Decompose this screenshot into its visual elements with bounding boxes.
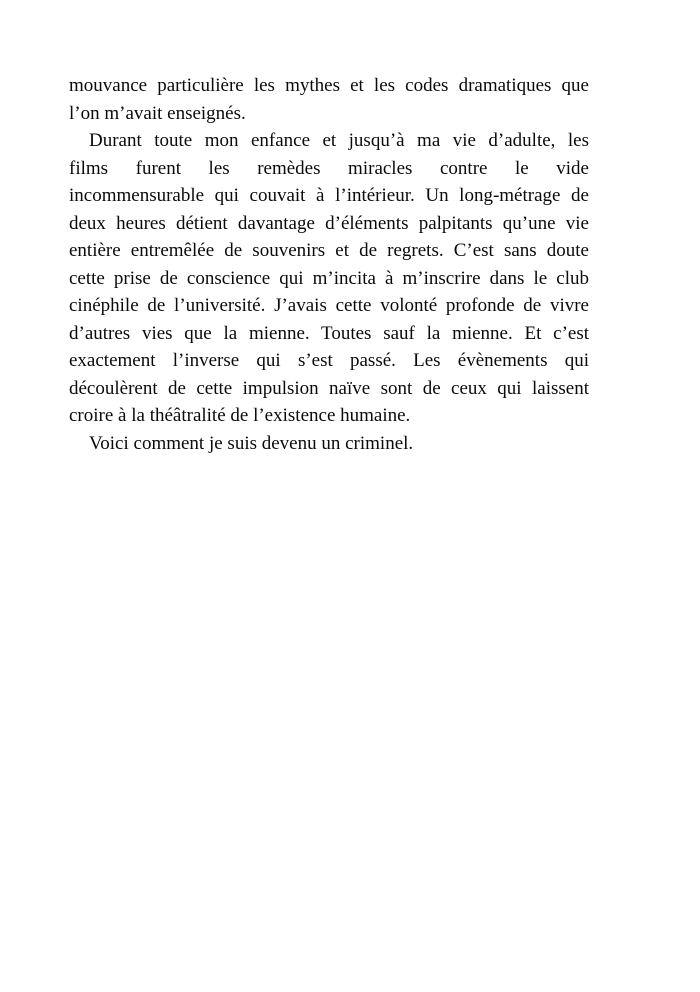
text-line: Voici comment je suis devenu un criminel. (89, 432, 414, 454)
text-line: entière entremêlée de souvenirs et de regrets. C’est sans doute (69, 240, 589, 261)
text-line: Durant toute mon enfance et jusqu’à ma vie d’adulte, les (89, 130, 589, 151)
text-line: l’on m’avait enseignés. (69, 102, 246, 124)
text-line: cette prise de conscience qui m’incita à m’inscrire dans le club (69, 267, 589, 289)
text-line: incommensurable qui couvait à l’intérieur. Un long-métrage de (69, 185, 589, 206)
text-line: cinéphile de l’université. J’avais cette volonté profonde de vivre (69, 295, 589, 316)
text-block (69, 72, 589, 457)
text-line: croire à la théâtralité de l’existence humaine. (69, 405, 411, 426)
text-line: découlèrent de cette impulsion naïve sont de ceux qui laissent (69, 377, 589, 399)
text-line: deux heures détient davantage d’éléments palpitants qu’une vie (69, 212, 589, 234)
text-line: mouvance particulière les mythes et les codes dramatiques que (69, 75, 589, 96)
text-line: d’autres vies que la mienne. Toutes sauf la mienne. Et c’est (69, 322, 589, 344)
text-line: films furent les remèdes miracles contre le vide (69, 157, 589, 179)
text-line: exactement l’inverse qui s’est passé. Les évènements qui (69, 350, 589, 371)
